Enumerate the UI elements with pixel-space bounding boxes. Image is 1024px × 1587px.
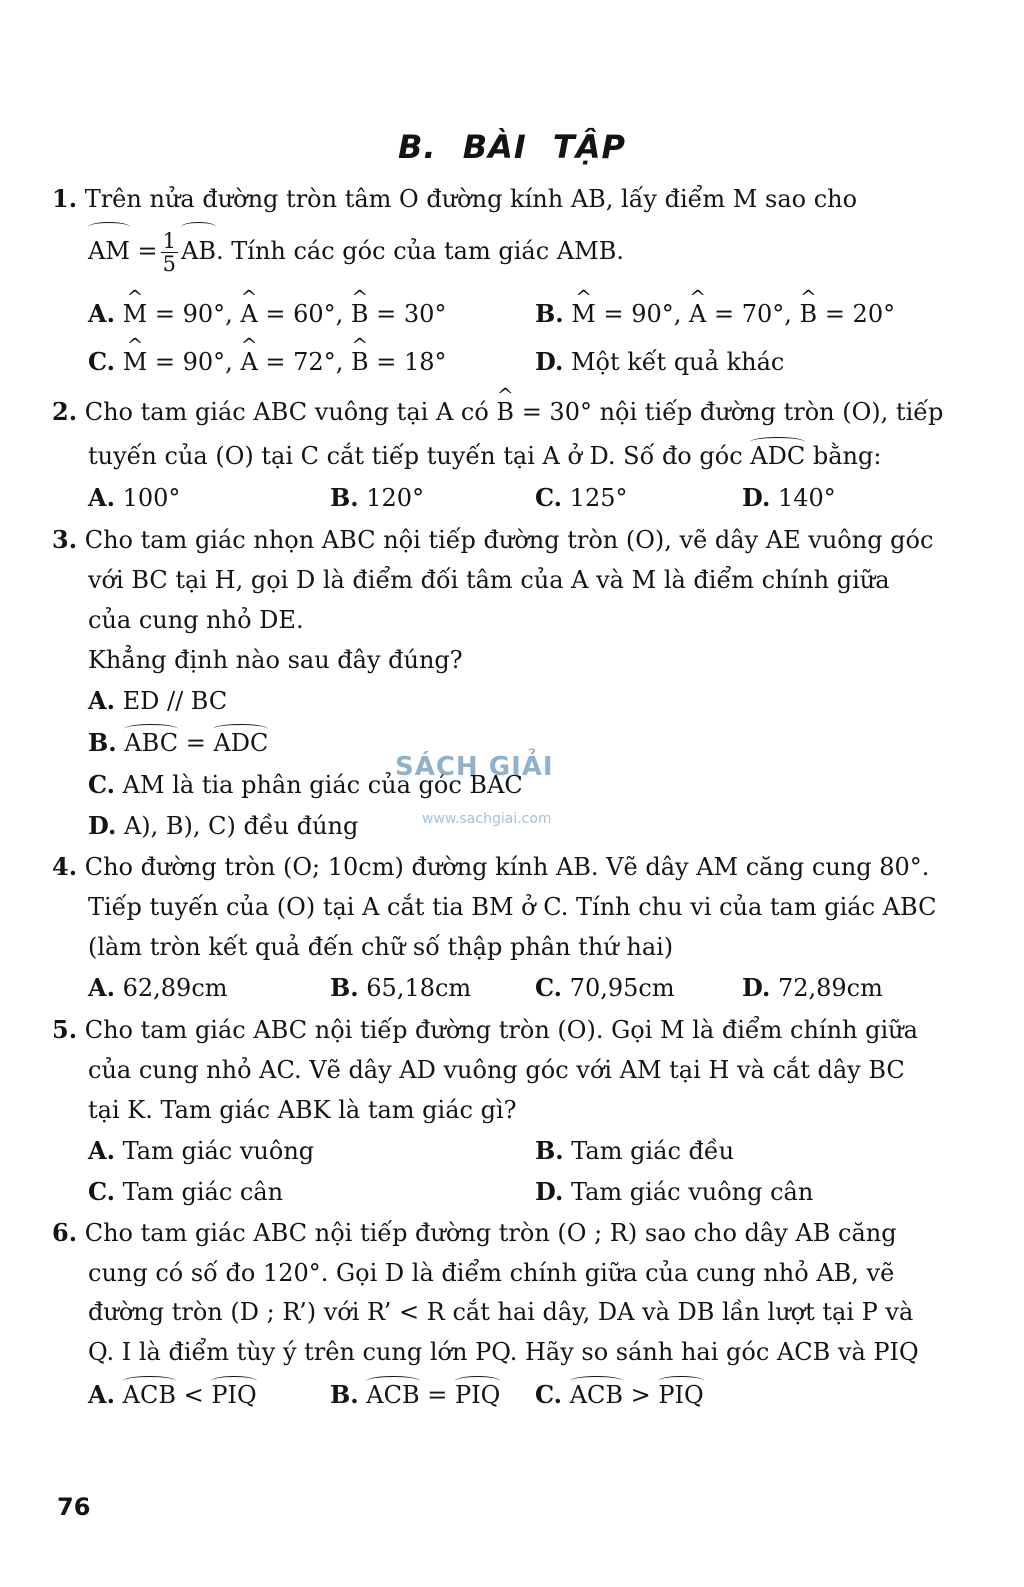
option-label: B.: [330, 973, 359, 1002]
angle-value: = 70°,: [706, 300, 800, 328]
angle-a: ^ A: [240, 347, 257, 377]
question-6-line-4: [88, 1337, 919, 1367]
option-label: D.: [88, 811, 117, 840]
question-text: tại K. Tam giác ABK là tam giác gì?: [88, 1096, 517, 1124]
arc-acb: ACB: [366, 1381, 420, 1409]
arc-adc: ADC: [750, 442, 806, 470]
question-text: (làm tròn kết quả đến chữ số thập phân thứ hai): [88, 933, 674, 961]
question-text: = 30° nội tiếp đường tròn (O), tiếp: [514, 398, 944, 426]
arc-piq: PIQ: [658, 1381, 704, 1409]
question-6-line-2: [88, 1258, 894, 1288]
question-text: của cung nhỏ AC. Vẽ dây AD vuông góc với AM tại H và cắt dây BC: [88, 1056, 905, 1084]
option-label: A.: [88, 973, 115, 1002]
question-1-line-2: [88, 226, 624, 276]
option-text: 70,95cm: [562, 974, 675, 1002]
angle-value: = 90°,: [147, 348, 241, 376]
question-text: cung có số đo 120°. Gọi D là điểm chính giữa của cung nhỏ AB, vẽ: [88, 1259, 895, 1287]
arc-piq: PIQ: [211, 1381, 257, 1409]
angle-b: ^ B: [800, 299, 818, 329]
option-text: 62,89cm: [114, 974, 228, 1002]
option-label: C.: [88, 770, 116, 799]
q1-option-b: [535, 299, 895, 329]
question-number: 1.: [52, 184, 78, 213]
angle-b: ^ B: [351, 347, 369, 377]
comparison-operator: =: [419, 1381, 455, 1409]
comparison-operator: >: [623, 1381, 659, 1409]
question-number: 2.: [52, 397, 78, 426]
option-label: C.: [535, 1380, 563, 1409]
arc-acb: ACB: [122, 1381, 176, 1409]
q4-option-a: [88, 973, 228, 1003]
question-text: Cho đường tròn (O; 10cm) đường kính AB. Vẽ dây AM căng cung 80°.: [84, 853, 930, 881]
question-6-line-3: [88, 1297, 913, 1327]
option-label: A.: [88, 299, 115, 328]
arc-abc: ABC: [124, 729, 179, 757]
q5-option-d: [535, 1177, 813, 1207]
option-text: 125°: [562, 484, 628, 512]
angle-value: = 20°: [817, 300, 896, 328]
option-label: D.: [742, 973, 771, 1002]
angle-value: = 30°: [368, 300, 447, 328]
watermark-logo: SÁCH GIẢI: [395, 752, 554, 782]
q4-option-c: [535, 973, 675, 1003]
section-heading: B. BÀI TẬP: [398, 128, 626, 166]
equals-sign: =: [137, 237, 158, 265]
q2-option-b: [330, 483, 424, 513]
question-text: đường tròn (D ; R’) với R’ < R cắt hai dây, DA và DB lần lượt tại P và: [88, 1298, 914, 1326]
question-number: 3.: [52, 525, 78, 554]
q3-option-d: [88, 811, 358, 841]
question-2-line-2: [88, 441, 881, 471]
comparison-operator: <: [175, 1381, 212, 1409]
option-label: B.: [330, 1380, 359, 1409]
question-4-line-1: [52, 852, 929, 882]
question-text: Cho tam giác ABC nội tiếp đường tròn (O). Gọi M là điểm chính giữa: [84, 1016, 918, 1044]
page-number: 76: [57, 1493, 91, 1521]
angle-b: ^ B: [351, 299, 369, 329]
question-1-line-1: [52, 184, 857, 214]
option-label: D.: [742, 483, 771, 512]
arc-piq: PIQ: [455, 1381, 501, 1409]
question-text: bằng:: [805, 442, 882, 470]
q5-option-a: [88, 1136, 314, 1166]
question-text: Cho tam giác nhọn ABC nội tiếp đường tròn (O), vẽ dây AE vuông góc: [84, 526, 934, 554]
question-text: Tiếp tuyến của (O) tại A cắt tia BM ở C. Tính chu vi của tam giác ABC: [88, 893, 937, 921]
q4-option-d: [742, 973, 883, 1003]
option-label: A.: [88, 1380, 115, 1409]
q5-option-c: [88, 1177, 283, 1207]
option-label: D.: [535, 347, 564, 376]
arc-ab: AB: [181, 226, 216, 276]
question-number: 6.: [52, 1218, 78, 1247]
arc-am: AM: [88, 226, 130, 276]
question-3-line-3: [88, 605, 304, 635]
question-3-line-4: [88, 645, 463, 675]
option-text: 100°: [114, 484, 181, 512]
option-label: A.: [88, 1136, 115, 1165]
option-label: B.: [535, 299, 564, 328]
option-text: Tam giác cân: [115, 1178, 284, 1206]
option-text: 72,89cm: [770, 974, 883, 1002]
angle-m: ^ M: [123, 347, 148, 377]
q3-option-a: [88, 686, 227, 716]
fraction-one-fifth: [161, 230, 178, 275]
question-number: 5.: [52, 1015, 78, 1044]
option-text: Tam giác đều: [563, 1137, 735, 1165]
arc-acb: ACB: [569, 1381, 624, 1409]
option-label: C.: [88, 347, 116, 376]
equals-sign: =: [178, 729, 214, 757]
option-text: Tam giác vuông cân: [563, 1178, 814, 1206]
q2-option-d: [742, 483, 836, 513]
angle-m: ^ M: [571, 299, 596, 329]
question-text: Cho tam giác ABC vuông tại A có: [84, 398, 497, 426]
angle-a: ^ A: [689, 299, 706, 329]
question-text: với BC tại H, gọi D là điểm đối tâm của A và M là điểm chính giữa: [88, 566, 890, 594]
option-label: C.: [88, 1177, 116, 1206]
option-label: D.: [535, 1177, 564, 1206]
option-text: 120°: [358, 484, 425, 512]
option-label: A.: [88, 483, 115, 512]
angle-value: = 72°,: [257, 348, 351, 376]
option-label: B.: [330, 483, 359, 512]
watermark-url: www.sachgiai.com: [422, 811, 552, 827]
q3-option-b: [88, 728, 268, 758]
q2-option-c: [535, 483, 627, 513]
option-label: B.: [535, 1136, 564, 1165]
fraction-numerator: 1: [162, 229, 177, 253]
q6-option-a: [88, 1380, 257, 1410]
angle-value: = 90°,: [595, 300, 690, 328]
angle-b: ^ B: [496, 397, 514, 427]
option-text: ED // BC: [114, 687, 228, 715]
angle-value: = 60°,: [257, 300, 351, 328]
question-number: 4.: [52, 852, 78, 881]
q5-option-b: [535, 1136, 734, 1166]
question-text: Trên nửa đường tròn tâm O đường kính AB, lấy điểm M sao cho: [84, 185, 858, 213]
option-text: 65,18cm: [358, 974, 472, 1002]
option-text: AM là tia phân giác của góc BAC: [115, 771, 523, 799]
fraction-denominator: 5: [162, 252, 177, 276]
angle-m: ^ M: [123, 299, 148, 329]
angle-value: = 18°: [368, 348, 447, 376]
question-2-line-1: [52, 397, 943, 427]
q4-option-b: [330, 973, 471, 1003]
angle-a: ^ A: [240, 299, 257, 329]
question-text: Cho tam giác ABC nội tiếp đường tròn (O ; R) sao cho dây AB căng: [84, 1219, 897, 1247]
question-5-line-2: [88, 1055, 905, 1085]
option-label: A.: [88, 686, 115, 715]
question-text: . Tính các góc của tam giác AMB.: [216, 237, 624, 265]
option-text: A), B), C) đều đúng: [116, 812, 359, 840]
q1-option-c: [88, 347, 447, 377]
q6-option-c: [535, 1380, 704, 1410]
option-text: Một kết quả khác: [563, 348, 785, 376]
option-label: C.: [535, 483, 563, 512]
q2-option-a: [88, 483, 180, 513]
arc-adc: ADC: [213, 729, 269, 757]
option-label: B.: [88, 728, 117, 757]
angle-value: = 90°,: [147, 300, 241, 328]
question-4-line-2: [88, 892, 936, 922]
option-text: Tam giác vuông: [114, 1137, 315, 1165]
question-3-line-1: [52, 525, 933, 555]
question-text: tuyến của (O) tại C cắt tiếp tuyến tại A ở D. Số đo góc: [88, 442, 751, 470]
q1-option-d: [535, 347, 784, 377]
option-text: 140°: [770, 484, 836, 512]
question-text: Q. I là điểm tùy ý trên cung lớn PQ. Hãy so sánh hai góc ACB và PIQ: [88, 1338, 919, 1366]
question-text: Khẳng định nào sau đây đúng?: [88, 646, 463, 674]
question-5-line-1: [52, 1015, 918, 1045]
question-3-line-2: [88, 565, 890, 595]
question-4-line-3: [88, 932, 673, 962]
option-label: C.: [535, 973, 563, 1002]
q6-option-b: [330, 1380, 500, 1410]
q1-option-a: [88, 299, 446, 329]
question-text: của cung nhỏ DE.: [88, 606, 304, 634]
question-6-line-1: [52, 1218, 897, 1248]
question-5-line-3: [88, 1095, 517, 1125]
